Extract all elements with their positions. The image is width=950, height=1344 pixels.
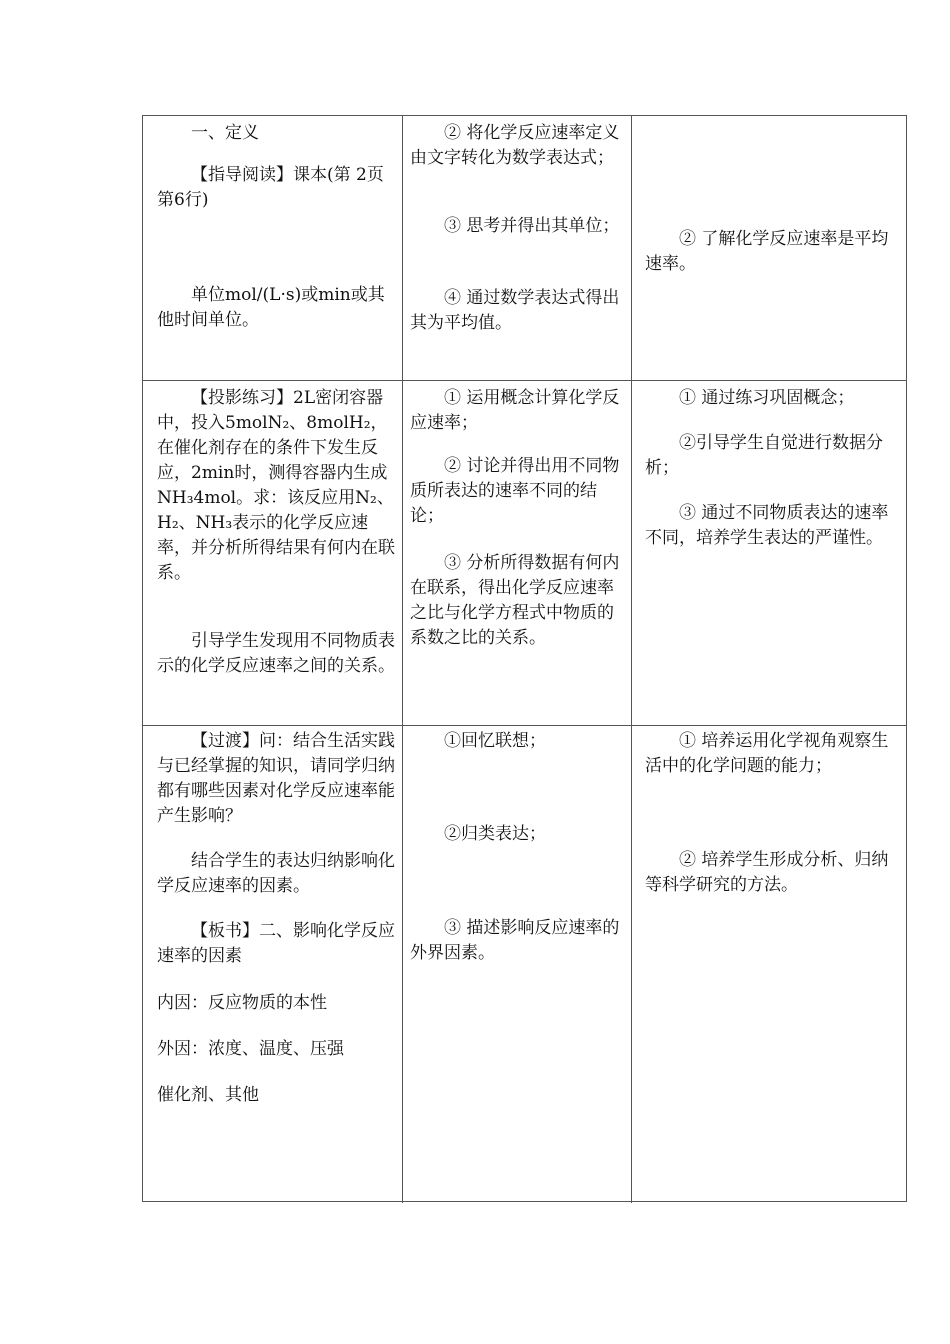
student-activity-item: ③ 思考并得出其单位； <box>444 216 620 236</box>
guided-reading-text: 【指导阅读】课本(第 2页第6行) <box>157 165 384 210</box>
section-heading: 一、定义 <box>191 123 259 143</box>
design-intent-cell <box>632 726 906 1203</box>
lesson-plan-table <box>142 115 907 1202</box>
student-activity-item: ①回忆联想； <box>444 731 546 751</box>
design-intent-item: ③ 通过不同物质表达的速率不同，培养学生表达的严谨性。 <box>645 503 889 548</box>
design-intent-item: ① 培养运用化学视角观察生活中的化学问题的能力； <box>645 731 889 776</box>
student-activity-item: ① 运用概念计算化学反应速率； <box>410 388 620 433</box>
design-intent-item: ② 了解化学反应速率是平均速率。 <box>645 229 889 274</box>
teacher-activity-cell <box>143 381 403 725</box>
teacher-activity-cell <box>143 726 403 1203</box>
external-factor-text: 外因：浓度、温度、压强 <box>157 1039 344 1059</box>
student-activity-item: ② 将化学反应速率定义由文字转化为数学表达式； <box>410 123 620 168</box>
design-intent-cell <box>632 116 906 380</box>
student-activity-cell <box>403 726 632 1203</box>
student-activity-item: ② 讨论并得出用不同物质所表达的速率不同的结论； <box>410 456 620 526</box>
table-row <box>143 116 906 381</box>
design-intent-item: ① 通过练习巩固概念； <box>679 388 855 408</box>
student-activity-item: ③ 分析所得数据有何内在联系，得出化学反应速率之比与化学方程式中物质的系数之比的关系。 <box>410 553 620 648</box>
table-row <box>143 726 906 1203</box>
unit-text: 单位mol/(L·s)或min或其他时间单位。 <box>157 285 385 330</box>
student-activity-cell <box>403 116 632 380</box>
design-intent-cell <box>632 381 906 725</box>
internal-factor-text: 内因：反应物质的本性 <box>157 993 327 1013</box>
catalyst-text: 催化剂、其他 <box>157 1085 259 1105</box>
student-activity-item: ②归类表达； <box>444 824 546 844</box>
transition-question-text: 【过渡】问：结合生活实践与已经掌握的知识，请同学归纳都有哪些因素对化学反应速率能产生影响？ <box>157 731 395 826</box>
guidance-text: 引导学生发现用不同物质表示的化学反应速率之间的关系。 <box>157 631 395 676</box>
summary-text: 结合学生的表达归纳影响化学反应速率的因素。 <box>157 851 395 896</box>
student-activity-item: ④ 通过数学表达式得出其为平均值。 <box>410 288 620 333</box>
table-row <box>143 381 906 726</box>
student-activity-cell <box>403 381 632 725</box>
design-intent-item: ② 培养学生形成分析、归纳等科学研究的方法。 <box>645 850 889 895</box>
projection-exercise-text: 【投影练习】2L密闭容器中，投入5molN₂、8molH₂，在催化剂存在的条件下发生反应，2min时，测得容器内生成NH₃4mol。求：该反应用N₂、H₂、NH₃表示的化学反应速率，并分析所得结果有何内在联系。 <box>157 388 395 583</box>
student-activity-item: ③ 描述影响反应速率的外界因素。 <box>410 918 620 963</box>
board-writing-heading: 【板书】二、影响化学反应速率的因素 <box>157 921 395 966</box>
teacher-activity-cell <box>143 116 403 380</box>
design-intent-item: ②引导学生自觉进行数据分析； <box>645 433 883 478</box>
